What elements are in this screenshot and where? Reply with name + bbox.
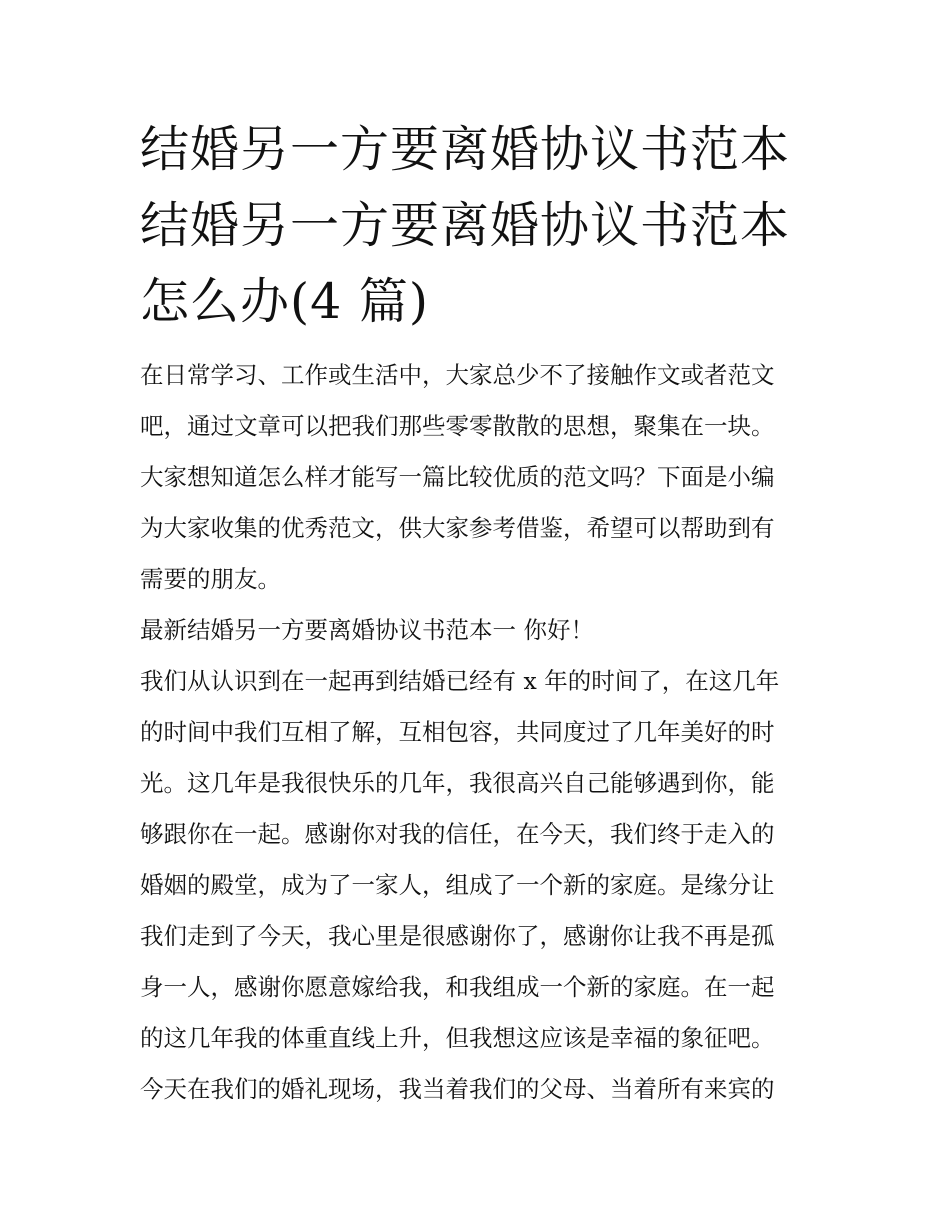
document-page: [140, 112, 820, 1115]
section-heading-text: 最新结婚另一方要离婚协议书范本一 你好！: [140, 616, 594, 644]
body-line: 的时间中我们互相了解，互相包容，共同度过了几年美好的时: [140, 718, 775, 746]
body-line: 够跟你在一起。感谢你对我的信任，在今天，我们终于走入的: [140, 820, 775, 848]
intro-line: 大家想知道怎么样才能写一篇比较优质的范文吗？下面是小编: [140, 463, 775, 491]
intro-line: 需要的朋友。: [140, 565, 281, 593]
document-title: [140, 112, 820, 340]
intro-line: 为大家收集的优秀范文，供大家参考借鉴，希望可以帮助到有: [140, 514, 775, 542]
body-line: 光。这几年是我很快乐的几年，我很高兴自己能够遇到你，能: [140, 769, 775, 797]
body-line: 身一人，感谢你愿意嫁给我，和我组成一个新的家庭。在一起: [140, 973, 775, 1001]
title-line-2: 结婚另一方要离婚协议书范本: [140, 197, 791, 254]
body-line: 我们从认识到在一起再到结婚已经有 x 年的时间了，在这几年: [140, 667, 780, 695]
body-line: 的这几年我的体重直线上升，但我想这应该是幸福的象征吧。: [140, 1024, 775, 1052]
intro-paragraph: [140, 350, 820, 605]
body-line: 我们走到了今天，我心里是很感谢你了，感谢你让我不再是孤: [140, 922, 775, 950]
intro-line: 在日常学习、工作或生活中，大家总少不了接触作文或者范文: [140, 361, 775, 389]
title-line-1: 结婚另一方要离婚协议书范本: [140, 121, 791, 178]
intro-line: 吧，通过文章可以把我们那些零零散散的思想，聚集在一块。: [140, 412, 775, 440]
title-line-3: 怎么办(4 篇): [140, 273, 429, 330]
body-line: 今天在我们的婚礼现场，我当着我们的父母、当着所有来宾的: [140, 1075, 775, 1103]
body-line: 婚姻的殿堂，成为了一家人，组成了一个新的家庭。是缘分让: [140, 871, 775, 899]
section-heading: [140, 605, 820, 656]
body-paragraph: [140, 656, 820, 1115]
